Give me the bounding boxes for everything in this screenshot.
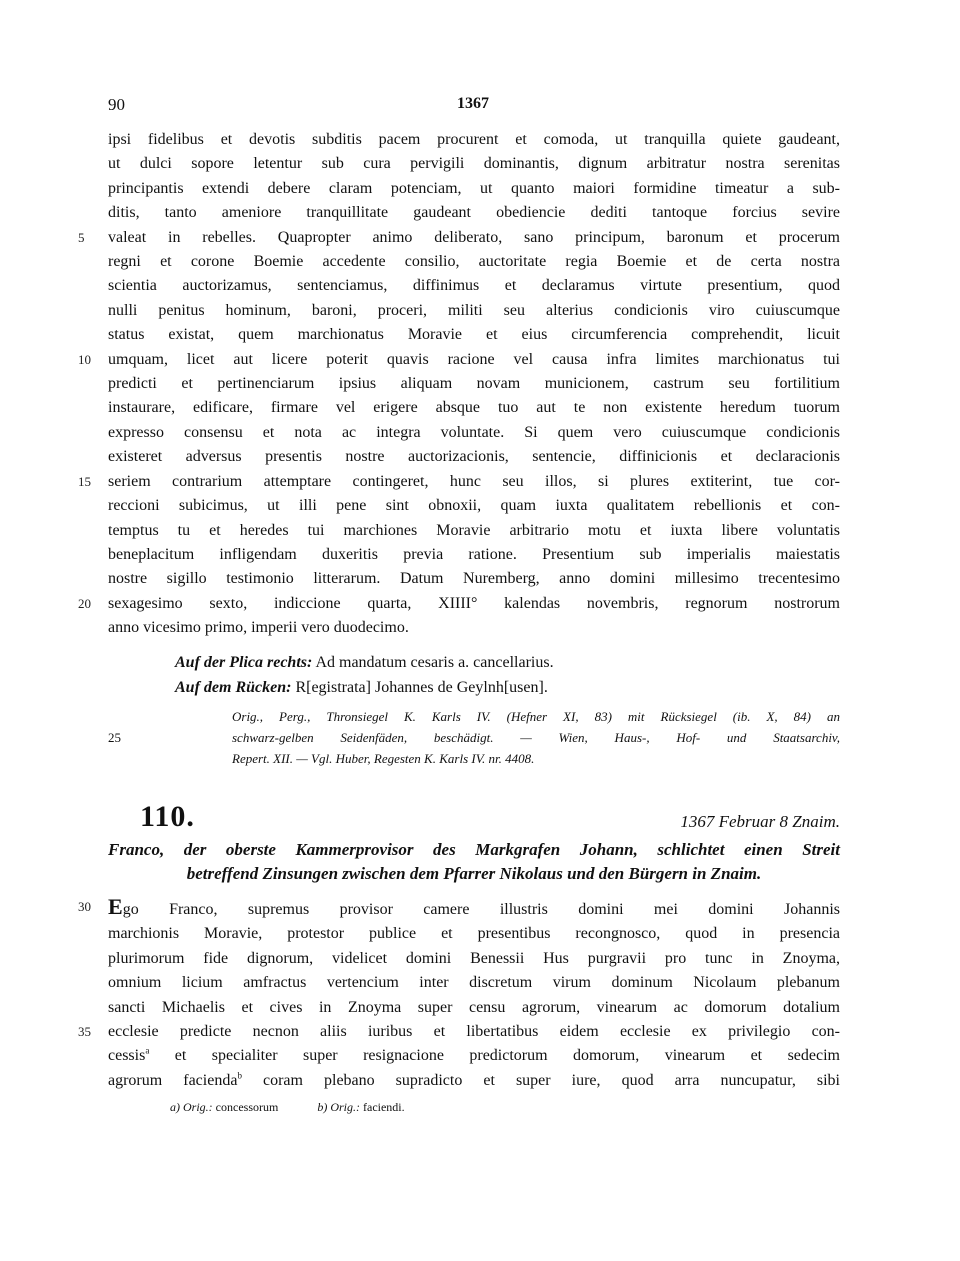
text-line [108, 567, 840, 591]
line-text: marchionis Moravie, protestor publice et presentibus recongnosco, quod in presencia [108, 925, 840, 943]
initial-letter: E [108, 894, 123, 919]
text-line [108, 323, 840, 347]
text-segment: cessis [108, 1047, 146, 1065]
line-text: plurimorum fide dignorum, videlicet domini Benessii Hus purgravii pro tunc in Znoyma, [108, 949, 840, 967]
text-line [108, 274, 840, 298]
ruecken-label: Auf dem Rücken: [175, 679, 292, 696]
text-line [78, 1020, 840, 1044]
text-line [108, 996, 840, 1020]
plica-label: Auf der Plica rechts: [175, 654, 313, 671]
text-line [108, 250, 840, 274]
line-text: regni et corone Boemie accedente consilio, auctoritate regia Boemie et de certa nostra [108, 253, 840, 271]
footnote-source: Orig.: [183, 1100, 213, 1114]
document-date: 1367 Februar 8 Znaim. [680, 812, 840, 831]
footnote-text: concessorum [215, 1100, 279, 1114]
text-segment: coram plebano supradicto et super iure, quod arra nuncupatur, sibi [241, 1071, 840, 1089]
text-line [108, 372, 840, 396]
line-text: sancti Michaelis et cives in Znoyma super censu agrorum, vinearum ac domorum dotalium [108, 998, 840, 1016]
charter-text [78, 128, 840, 641]
line-number: 5 [78, 229, 85, 245]
footnote-mark: a) [170, 1100, 180, 1114]
line-text: ut dulci sopore letentur sub cura pervigili dominantis, dignum arbitratur nostra serenitas [108, 155, 840, 173]
text-line [108, 152, 840, 176]
line-text: ecclesie predicte necnon aliis iuribus et libertatibus eidem ecclesie ex privilegio con- [108, 1023, 840, 1041]
regest [108, 838, 840, 886]
footnote-source: Orig.: [330, 1100, 360, 1114]
page-number: 90 [108, 95, 125, 114]
plica-text: Ad mandatum cesaris a. cancellarius. [315, 654, 554, 671]
line-text: ditis, tanto ameniore tranquillitate gaudeant obediencie dediti tantoque forcius sevire [108, 204, 840, 222]
line-text: temptus tu et heredes tui marchiones Moravie arbitrario motu et iuxta libere voluntatis [108, 521, 840, 539]
footnotes [170, 1100, 441, 1115]
text-line [78, 226, 840, 250]
text-line [108, 299, 840, 323]
ruecken-note [175, 675, 548, 700]
line-text: status existat, quem marchionatus Moravie et eius circumferencia comprehendit, licuit [108, 326, 840, 344]
footnote-mark: a [145, 1046, 150, 1057]
footnote-mark: b [237, 1070, 242, 1081]
line-text: umquam, licet aut licere poterit quavis racione vel causa infra limites marchionatus tui [108, 350, 840, 368]
line-number: 35 [78, 1024, 91, 1040]
line-text: nulli penitus hominum, baroni, proceri, militi seu alterius condicionis viro cuiuscumque [108, 301, 840, 319]
text-line [108, 177, 840, 201]
footnote [170, 1100, 299, 1114]
line-text: predicti et pertinenciarum ipsius aliquam novam municionem, castrum seu fortilitium [108, 375, 840, 393]
line-number: 20 [78, 595, 91, 611]
text-line [78, 894, 840, 922]
line-text: beneplacitum infligendam duxeritis previa ratione. Presentium sub imperialis maiestatis [108, 545, 840, 563]
line-number: 25 [108, 730, 121, 745]
line-text: omnium licium amfractus vertencium inter discretum virum dominum Nicolaum plebanum [108, 974, 840, 992]
source-note [108, 706, 840, 769]
text-line [78, 592, 840, 616]
document-text [78, 894, 840, 1093]
text-line [108, 922, 840, 946]
text-line [108, 494, 840, 518]
text-line [108, 396, 840, 420]
page-year: 1367 [457, 95, 489, 112]
text-line [108, 543, 840, 567]
first-line-text: go Franco, supremus provisor camere illustris domini mei domini Johannis [122, 901, 840, 918]
text-line [108, 201, 840, 225]
line-text: ipsi fidelibus et devotis subditis pacem procurent et comoda, ut tranquilla quiete gaudeant, [108, 131, 840, 148]
line-text: sexagesimo sexto, indiccione quarta, XIIII° kalendas novembris, regnorum nostrorum [108, 594, 840, 612]
text-line [108, 519, 840, 543]
line-number: 10 [78, 351, 91, 367]
text-line [108, 421, 840, 445]
text-line [108, 947, 840, 971]
source-line: Orig., Perg., Thronsiegel K. Karls IV. (Hefner XI, 83) mit Rücksiegel (ib. X, 84) an [232, 709, 840, 724]
footnote [317, 1100, 422, 1114]
text-line [108, 616, 840, 640]
line-number: 15 [78, 473, 91, 489]
document-number: 110. [140, 800, 195, 833]
text-segment: et specialiter super resignacione predictorum domorum, vinearum et sedecim [149, 1047, 840, 1065]
text-line [78, 470, 840, 494]
line-text: instaurare, edificare, firmare vel erigere absque tuo aut te non existente heredum tuorum [108, 399, 840, 417]
regest-line: betreffend Zinsungen zwischen dem Pfarrer Nikolaus und den Bürgern in Znaim. [186, 864, 762, 883]
line-text: valeat in rebelles. Quapropter animo deliberato, sano principum, baronum et procerum [108, 228, 840, 246]
source-line: Repert. XII. — Vgl. Huber, Regesten K. Karls IV. nr. 4408. [232, 751, 535, 766]
line-text: scientia auctorizamus, sentenciamus, diffinimus et declaramus virtute presentium, quod [108, 277, 840, 295]
text-line [108, 128, 840, 152]
line-number: 30 [78, 899, 91, 914]
text-line [108, 445, 840, 469]
line-text: nostre sigillo testimonio litterarum. Datum Nuremberg, anno domini millesimo trecentesimo [108, 570, 840, 588]
source-line: schwarz-gelben Seidenfäden, beschädigt. — Wien, Haus-, Hof- und Staatsarchiv, [232, 730, 840, 745]
text-line [78, 348, 840, 372]
line-text: reccioni subicimus, ut illi pene sint obnoxii, quam iuxta qualitatem rebellionis et con- [108, 497, 840, 515]
line-text: expresso consensu et nota ac integra voluntate. Si quem vero cuiuscumque condicionis [108, 423, 840, 441]
footnote-text: faciendi. [363, 1100, 405, 1114]
text-line [108, 1044, 840, 1068]
line-text: anno vicesimo primo, imperii vero duodecimo. [108, 619, 409, 637]
line-text: existeret adversus presentis nostre auctorizacionis, sentencie, diffinicionis et declaracionis [108, 448, 840, 466]
line-text: principantis extendi debere claram potenciam, ut quanto maiori formidine timeatur a sub- [108, 179, 840, 197]
text-line [108, 971, 840, 995]
text-line [108, 1069, 840, 1093]
plica-note [175, 650, 554, 675]
ruecken-text: R[egistrata] Johannes de Geylnh[usen]. [295, 679, 548, 696]
line-text: seriem contrarium attemptare contingeret, hunc seu illos, si plures extiterint, tue cor- [108, 472, 840, 490]
text-segment: agrorum facienda [108, 1071, 238, 1089]
footnote-mark: b) [317, 1100, 328, 1114]
regest-line: Franco, der oberste Kammerprovisor des Markgrafen Johann, schlichtet einen Streit [108, 840, 840, 859]
